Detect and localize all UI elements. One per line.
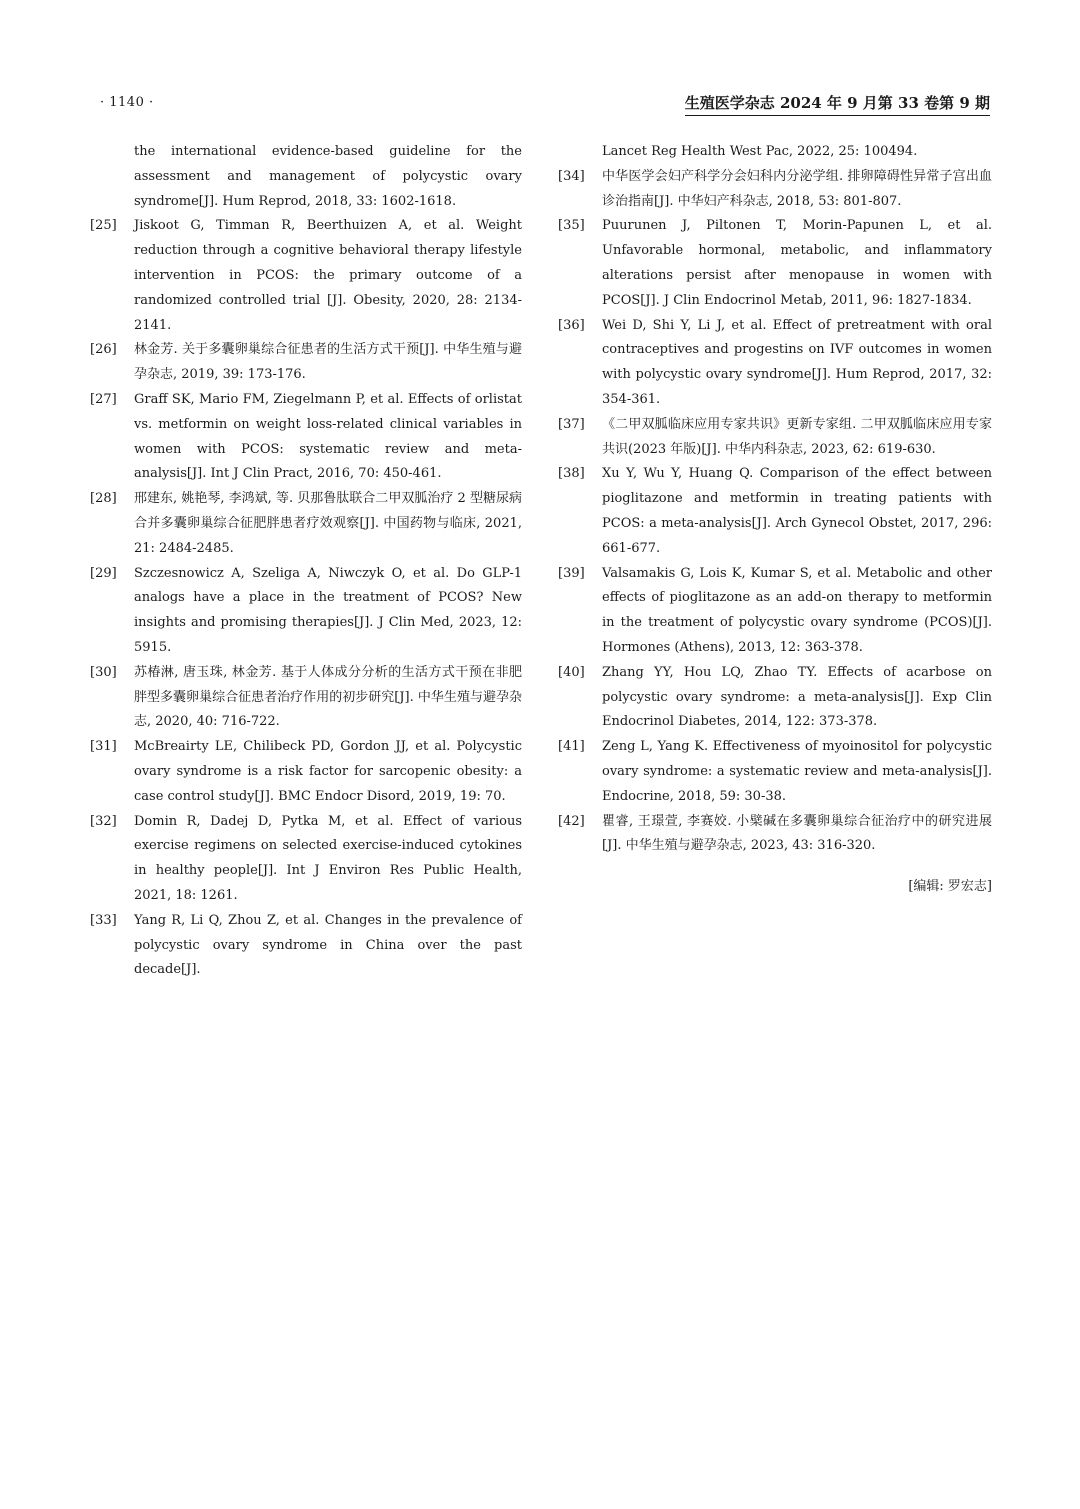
reference-text: Lancet Reg Health West Pac, 2022, 25: 100494. [602, 144, 918, 159]
reference-text: Wei D, Shi Y, Li J, et al. Effect of pretreatment with oral contraceptives and progestins on IVF outcomes in women with polycystic ovary syndrome[J]. Hum Reprod, 2017, 32: 354-361. [602, 317, 992, 407]
reference-item [90, 661, 522, 735]
reference-text: 瞿睿, 王璟萱, 李赛姣. 小檗碱在多囊卵巢综合征治疗中的研究进展[J]. 中华生殖与避孕杂志, 2023, 43: 316-320. [602, 813, 992, 854]
reference-text: Xu Y, Wu Y, Huang Q. Comparison of the effect between pioglitazone and metformin in treating patients with PCOS: a meta-analysis[J]. Arch Gynecol Obstet, 2017, 296: 661-677. [602, 466, 992, 556]
reference-number: [36] [558, 317, 585, 333]
reference-item [90, 735, 522, 809]
reference-item [558, 413, 992, 463]
reference-item [90, 909, 522, 983]
reference-item [90, 562, 522, 661]
running-header: 生殖医学杂志 2024 年 9 月第 33 卷第 9 期 [685, 92, 990, 116]
editor-note: [编辑: 罗宏志] [908, 879, 992, 895]
reference-number: [33] [90, 912, 117, 928]
reference-text: Szczesnowicz A, Szeliga A, Niwczyk O, et al. Do GLP-1 analogs have a place in the treatment of PCOS? New insights and promising therapies[J]. J Clin Med, 2023, 12: 5915. [134, 565, 522, 655]
reference-item [90, 388, 522, 487]
reference-number: [28] [90, 491, 117, 507]
reference-number: [35] [558, 218, 585, 234]
left-reference-list [90, 140, 522, 983]
reference-text: Puurunen J, Piltonen T, Morin-Papunen L, et al. Unfavorable hormonal, metabolic, and inflammatory alterations persist after menopause in women with PCOS[J]. J Clin Endocrinol Metab, 2011, 96: 1827-1834. [602, 218, 992, 308]
reference-number: [34] [558, 168, 585, 184]
reference-number: [30] [90, 664, 117, 680]
reference-item [558, 810, 992, 860]
reference-text: Valsamakis G, Lois K, Kumar S, et al. Metabolic and other effects of pioglitazone as an add-on therapy to metformin in the treatment of polycystic ovary syndrome (PCOS)[J]. Hormones (Athens), 2013, 12: 363-378. [602, 565, 992, 655]
reference-item [90, 810, 522, 909]
reference-number: [31] [90, 739, 117, 755]
reference-item [558, 140, 992, 165]
reference-number: [32] [90, 813, 117, 829]
reference-number: [25] [90, 218, 117, 234]
reference-item [558, 214, 992, 313]
reference-number: [29] [90, 565, 117, 581]
reference-item [558, 314, 992, 413]
reference-text: Zeng L, Yang K. Effectiveness of myoinositol for polycystic ovary syndrome: a systematic review and meta-analysis[J]. Endocrine, 2018, 59: 30-38. [602, 739, 992, 804]
reference-number: [41] [558, 739, 585, 755]
reference-text: the international evidence-based guideline for the assessment and management of polycystic ovary syndrome[J]. Hum Reprod, 2018, 33: 1602-1618. [134, 144, 522, 209]
reference-number: [37] [558, 416, 585, 432]
reference-number: [26] [90, 342, 117, 358]
reference-text: McBreairty LE, Chilibeck PD, Gordon JJ, et al. Polycystic ovary syndrome is a risk factor for sarcopenic obesity: a case control study[J]. BMC Endocr Disord, 2019, 19: 70. [134, 739, 522, 804]
reference-number: [40] [558, 664, 585, 680]
reference-text: 中华医学会妇产科学分会妇科内分泌学组. 排卵障碍性异常子宫出血诊治指南[J]. 中华妇产科杂志, 2018, 53: 801-807. [602, 168, 992, 209]
reference-text: Graff SK, Mario FM, Ziegelmann P, et al. Effects of orlistat vs. metformin on weight loss-related clinical variables in women with PCOS: systematic review and meta-analysis[J]. Int J Clin Pract, 2016, 70: 450-461. [134, 391, 522, 482]
page-number: · 1140 · [100, 95, 154, 110]
left-column [90, 140, 522, 983]
reference-item [558, 462, 992, 561]
reference-item [558, 562, 992, 661]
reference-item [90, 487, 522, 561]
reference-number: [39] [558, 565, 585, 581]
reference-item [558, 735, 992, 809]
reference-item [90, 214, 522, 338]
reference-item [90, 140, 522, 214]
reference-item [90, 338, 522, 388]
reference-text: 《二甲双胍临床应用专家共识》更新专家组. 二甲双胍临床应用专家共识(2023 年版)[J]. 中华内科杂志, 2023, 62: 619-630. [602, 416, 992, 457]
reference-number: [27] [90, 391, 117, 407]
reference-text: Domin R, Dadej D, Pytka M, et al. Effect of various exercise regimens on selected exercise-induced cytokines in healthy people[J]. Int J Environ Res Public Health, 2021, 18: 1261. [134, 813, 522, 903]
right-column [558, 140, 992, 899]
reference-text: 林金芳. 关于多囊卵巢综合征患者的生活方式干预[J]. 中华生殖与避孕杂志, 2019, 39: 173-176. [134, 342, 522, 383]
right-reference-list [558, 140, 992, 859]
reference-text: Jiskoot G, Timman R, Beerthuizen A, et al. Weight reduction through a cognitive behavioral therapy lifestyle intervention in PCOS: the primary outcome of a randomized controlled trial [J]. Obesity, 2020, 28: 2134-2141. [134, 218, 522, 333]
reference-text: 邢建东, 姚艳琴, 李鸿斌, 等. 贝那鲁肽联合二甲双胍治疗 2 型糖尿病合并多囊卵巢综合征肥胖患者疗效观察[J]. 中国药物与临床, 2021, 21: 2484-2485. [134, 491, 522, 556]
reference-number: [38] [558, 466, 585, 482]
reference-text: Zhang YY, Hou LQ, Zhao TY. Effects of acarbose on polycystic ovary syndrome: a meta-analysis[J]. Exp Clin Endocrinol Diabetes, 2014, 122: 373-378. [602, 664, 992, 730]
reference-text: Yang R, Li Q, Zhou Z, et al. Changes in the prevalence of polycystic ovary syndrome in China over the past decade[J]. [134, 912, 522, 978]
reference-item [558, 165, 992, 215]
reference-item [558, 661, 992, 735]
reference-text: 苏椿淋, 唐玉珠, 林金芳. 基于人体成分分析的生活方式干预在非肥胖型多囊卵巢综合征患者治疗作用的初步研究[J]. 中华生殖与避孕杂志, 2020, 40: 716-722. [134, 664, 522, 730]
reference-number: [42] [558, 813, 585, 829]
